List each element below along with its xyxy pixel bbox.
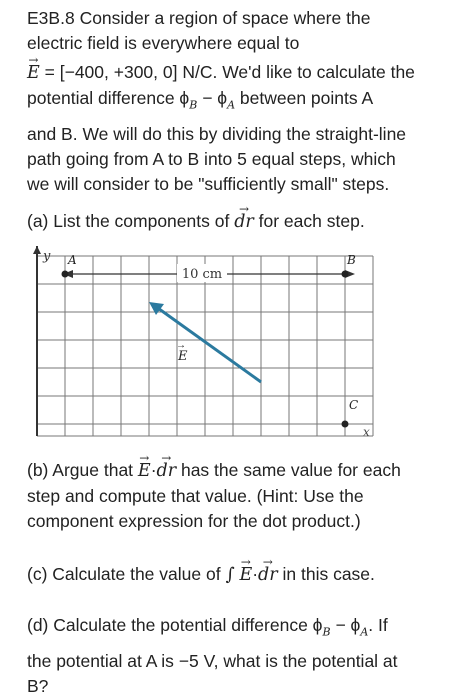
part-c-dot: · (252, 564, 259, 584)
intro-line-6: path going from A to B into 5 equal steps, which (27, 148, 396, 169)
point-b-dot (342, 271, 349, 278)
point-a-dot (62, 271, 69, 278)
field-label: E (178, 349, 188, 364)
part-c-dr-symbol: → dr (258, 563, 278, 588)
part-a (27, 209, 467, 235)
problem-statement (27, 6, 467, 197)
part-a-tail: for each step. (253, 211, 365, 231)
intro-line-7: we will consider to be "sufficiently small" steps. (27, 173, 390, 194)
field-vector-symbol: → E (27, 61, 40, 86)
part-c-text: (c) Calculate the value of (27, 564, 226, 584)
part-d-minus: − ϕ (330, 615, 361, 635)
field-arrowhead-icon (149, 302, 164, 315)
part-c-e-symbol: → E (239, 563, 252, 588)
part-a-text: (a) List the components of (27, 211, 235, 231)
y-axis-arrow-icon (33, 246, 41, 254)
part-d-sub-b: B (322, 625, 331, 639)
field-vector-line (155, 306, 261, 382)
intro-line-2: electric field is everywhere equal to (27, 33, 300, 53)
part-d (27, 613, 467, 699)
part-b-line1b: has the same value for each (176, 460, 401, 480)
minus-phi: − ϕ (197, 88, 228, 108)
part-d-line2: the potential at A is −5 V, what is the potential at (27, 650, 398, 671)
part-d-line1a: (d) Calculate the potential difference ϕ (27, 615, 323, 635)
sub-a: A (227, 98, 236, 112)
part-d-sub-a: A (360, 625, 369, 639)
point-c-label: C (349, 398, 359, 412)
part-b-line2: step and compute that value. (Hint: Use the (27, 486, 364, 506)
part-b-line3: component expression for the dot product.) (27, 511, 361, 531)
intro-line-5: and B. We will do this by dividing the straight-line (27, 123, 407, 144)
grid (37, 256, 373, 436)
part-b-dr-symbol: → dr (157, 459, 177, 484)
part-b-dot: · (150, 460, 157, 480)
y-axis-label: y (43, 249, 51, 264)
part-b (27, 458, 467, 534)
scale-label: 10 cm (181, 267, 223, 282)
intro-line-4b: between points A (239, 88, 374, 108)
part-b-e-symbol: → E (138, 459, 151, 484)
dr-symbol: → dr (234, 210, 254, 235)
integral-symbol: ∫ (225, 565, 235, 585)
part-b-line1a: (b) Argue that (27, 460, 138, 480)
part-d-line1b: . If (368, 615, 388, 635)
problem-id: E3B.8 (27, 8, 75, 28)
part-c (27, 562, 467, 588)
part-c-tail: in this case. (277, 564, 375, 584)
intro-line-1: Consider a region of space where the (79, 8, 371, 28)
x-axis-label: x (363, 425, 370, 439)
grid-figure (27, 246, 387, 442)
part-d-line3: B? (27, 675, 49, 696)
field-value: = [−400, +300, 0] N/C. We'd like to calculate the (44, 62, 415, 82)
sub-b: B (189, 98, 198, 112)
intro-line-4a: potential difference ϕ (27, 88, 190, 108)
point-c-dot (342, 421, 349, 428)
field-label-arrow-icon: → (176, 340, 186, 351)
point-b-label: B (347, 253, 356, 267)
point-a-label: A (68, 253, 77, 267)
